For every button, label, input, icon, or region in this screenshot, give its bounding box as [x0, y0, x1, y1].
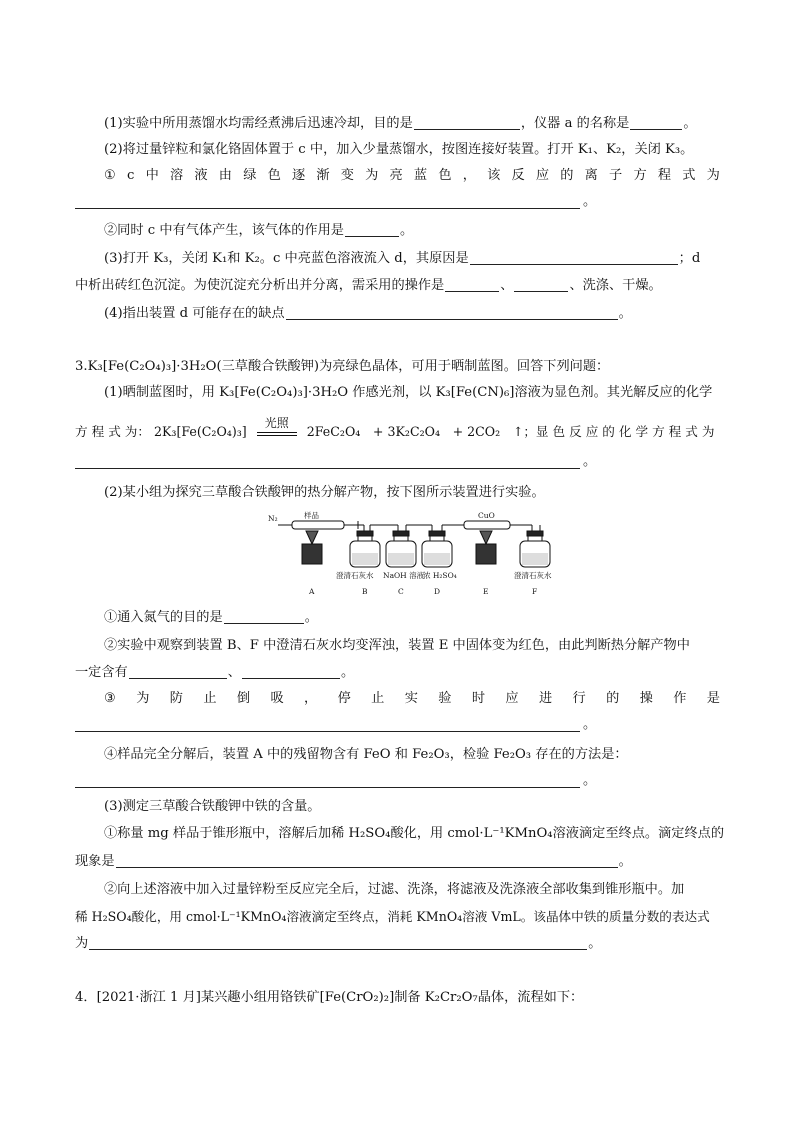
q3-sub3-char: 停 — [337, 691, 351, 706]
letter-f: F — [532, 587, 538, 596]
q2-sub1-char: 中 — [145, 168, 159, 183]
q3-sub3-char: 行 — [572, 691, 586, 706]
q3-sub3-char: 止 — [203, 691, 217, 706]
q3-part3-sub1-cont: 现象是 。 — [75, 854, 632, 869]
burner-flame-e — [480, 531, 492, 544]
q3-sub3-char: 的 — [606, 691, 620, 706]
q2-part3: (3)打开 K₃，关闭 K₁和 K₂。c 中亮蓝色溶液流入 d，其原因是 ；d — [104, 251, 701, 266]
q3-sub3-char: 操 — [639, 691, 653, 706]
letter-e: E — [483, 587, 489, 596]
answer-line[interactable] — [75, 208, 580, 209]
q2-part2: (2)将过量锌粒和氯化铬固体置于 c 中，加入少量蒸馏水，按图连接好装置。打开 K₁、K₂，关闭 K₃。 — [104, 142, 694, 157]
q2-sub1-char: 反 — [511, 168, 525, 183]
label-c: NaOH 溶液 — [383, 571, 425, 580]
burner-flame-a — [306, 531, 318, 544]
q2-part3-cont: 中析出砖红色沉淀。为使沉淀充分析出并分离，需采用的操作是 、 、洗涤、干燥。 — [75, 278, 662, 293]
answer-blank[interactable] — [224, 610, 304, 624]
label-d: 浓 H₂SO₄ — [423, 571, 457, 580]
q2-sub1-char: c — [127, 168, 135, 183]
label-sample: 样品 — [304, 511, 319, 520]
bottle-f — [520, 531, 550, 567]
letter-d: D — [434, 587, 441, 596]
cuo-tube — [464, 521, 510, 529]
q2-sub1-char: 该 — [487, 168, 501, 183]
q2-sub1-char: 渐 — [316, 168, 330, 183]
answer-blank[interactable] — [514, 278, 568, 292]
answer-line[interactable] — [75, 787, 580, 788]
q2-sub1-char: 色 — [438, 168, 452, 183]
period: 。 — [583, 717, 597, 732]
period: 。 — [583, 454, 597, 469]
q3-sub3-char: 为 — [136, 691, 150, 706]
q3-part2-sub3 — [104, 690, 720, 708]
letter-a: A — [309, 587, 315, 596]
burner-a — [302, 544, 322, 564]
q2-sub1-char: 为 — [365, 168, 379, 183]
q2-sub1-char: 应 — [535, 168, 550, 183]
answer-blank[interactable] — [445, 278, 499, 292]
q2-sub1-char: 由 — [218, 168, 232, 183]
answer-line[interactable] — [75, 731, 580, 732]
q3-sub3-char: 吸 — [270, 691, 284, 706]
q2-sub1-char: 色 — [267, 168, 281, 183]
q3-sub3-char: 防 — [169, 691, 183, 706]
q3-sub3-char: ， — [304, 691, 318, 706]
q2-sub1-char: ， — [462, 168, 476, 183]
bottle-b — [350, 531, 380, 567]
q2-part2-sub2: ②同时 c 中有气体产生，该气体的作用是 。 — [104, 223, 414, 238]
answer-blank[interactable] — [116, 854, 618, 868]
q2-sub1-char: 液 — [194, 168, 208, 183]
burner-e — [476, 544, 496, 564]
q3-sub3-char: 实 — [404, 691, 418, 706]
q2-sub1-char: 程 — [657, 168, 672, 183]
q3-part2-sub1: ①通入氮气的目的是 。 — [104, 610, 318, 625]
q2-sub1-char: 逐 — [291, 168, 306, 183]
q3-part2: (2)某小组为探究三草酸合铁酸钾的热分解产物，按下图所示装置进行实验。 — [104, 485, 545, 500]
bottle-c — [386, 531, 416, 567]
q2-sub1-char: 式 — [682, 168, 696, 183]
q2-sub1-char: 蓝 — [413, 168, 428, 183]
reaction-arrow: 光照 — [257, 423, 297, 441]
q3-part1: (1)晒制蓝图时，用 K₃[Fe(C₂O₄)₃]·3H₂O 作感光剂，以 K₃[Fe(CN)₆]溶液为显色剂。其光解反应的化学 — [104, 385, 713, 400]
answer-line[interactable] — [75, 468, 580, 469]
period: 。 — [583, 773, 597, 788]
q3-part2-sub2: ②实验中观察到装置 B、F 中澄清石灰水均变浑浊，装置 E 中固体变为红色，由此判断热分解产物中 — [104, 638, 690, 653]
answer-blank[interactable] — [345, 223, 399, 237]
letter-c: C — [398, 587, 404, 596]
q3-sub3-char: 倒 — [236, 691, 251, 706]
q3-part3-sub2-end: 为 。 — [75, 936, 602, 951]
q4-intro: 4．[2021·浙江 1 月]某兴趣小组用铬铁矿[Fe(CrO₂)₂]制备 K₂Cr₂O₇晶体，流程如下： — [75, 990, 584, 1005]
bottle-d — [422, 531, 452, 567]
answer-blank[interactable] — [470, 251, 678, 265]
q3-part3-sub2: ②向上述溶液中加入过量锌粉至反应完全后，过滤、洗涤，将滤液及洗涤液全部收集到锥形瓶中。加 — [104, 882, 685, 897]
q3-sub3-char: 时 — [471, 691, 486, 706]
period: 。 — [583, 194, 597, 209]
q2-sub1-char: 为 — [706, 168, 720, 183]
answer-blank[interactable] — [286, 306, 618, 320]
q3-intro: 3.K₃[Fe(C₂O₄)₃]·3H₂O(三草酸合铁酸钾)为亮绿色晶体，可用于晒制蓝图。回答下列问题： — [75, 359, 610, 374]
apparatus-diagram — [262, 511, 574, 599]
letter-b: B — [362, 587, 368, 596]
answer-blank[interactable] — [89, 936, 587, 950]
q2-sub1-char: ① — [104, 168, 116, 183]
answer-blank[interactable] — [414, 116, 520, 130]
q2-sub1-char: 方 — [633, 168, 647, 183]
q3-part3-sub1: ①称量 mg 样品于锥形瓶中，溶解后加稀 H₂SO₄酸化，用 cmol·L⁻¹KMnO₄溶液滴定至终点。滴定终点的 — [104, 826, 725, 841]
q3-sub3-char: 作 — [673, 691, 687, 706]
q2-sub1-char: 变 — [340, 168, 354, 183]
label-b: 澄清石灰水 — [336, 571, 374, 580]
q3-part2-sub4: ④样品完全分解后，装置 A 中的残留物含有 FeO 和 Fe₂O₃，检验 Fe₂O₃ 存在的方法是： — [104, 747, 628, 762]
q3-sub3-char: 验 — [438, 691, 452, 706]
q2-part2-sub1 — [104, 167, 720, 185]
q3-part3: (3)测定三草酸合铁酸钾中铁的含量。 — [104, 799, 321, 814]
q2-sub1-char: 的 — [560, 168, 574, 183]
answer-blank[interactable] — [129, 665, 227, 679]
q2-sub1-char: 绿 — [243, 168, 257, 183]
q2-sub1-char: 子 — [609, 168, 623, 183]
label-cuo: CuO — [478, 511, 495, 520]
q3-sub3-char: ③ — [104, 691, 116, 706]
q2-sub1-char: 溶 — [170, 168, 184, 183]
q3-part2-sub2-cont: 一定含有 、 。 — [75, 665, 355, 680]
answer-blank[interactable] — [242, 665, 340, 679]
label-f: 澄清石灰水 — [514, 571, 552, 580]
q3-sub3-char: 止 — [371, 691, 385, 706]
q3-sub3-char: 应 — [505, 691, 519, 706]
q2-part4: (4)指出装置 d 可能存在的缺点 。 — [104, 306, 632, 321]
q3-sub3-char: 进 — [538, 691, 553, 706]
q3-part3-sub2-cont: 稀 H₂SO₄酸化，用 cmol·L⁻¹KMnO₄溶液滴定至终点，消耗 KMnO₄溶液 VmL。该晶体中铁的质量分数的表达式 — [75, 909, 710, 924]
q2-sub1-char: 离 — [584, 168, 598, 183]
q2-part1: (1)实验中所用蒸馏水均需经煮沸后迅速冷却，目的是 ，仪器 a 的名称是 。 — [104, 116, 697, 131]
answer-blank[interactable] — [630, 116, 682, 130]
q2-sub1-char: 亮 — [389, 168, 403, 183]
q3-sub3-char: 是 — [706, 691, 720, 706]
label-n2: N₂ — [268, 514, 278, 523]
q3-equation: 方 程 式 为： 2K₃[Fe(C₂O₄)₃] 光照 2FeC₂O₄ + 3K₂C₂O₄ + 2CO₂ ↑；显 色 反 应 的 化 学 方 程 式 为 — [75, 416, 715, 439]
sample-tube — [292, 521, 344, 529]
